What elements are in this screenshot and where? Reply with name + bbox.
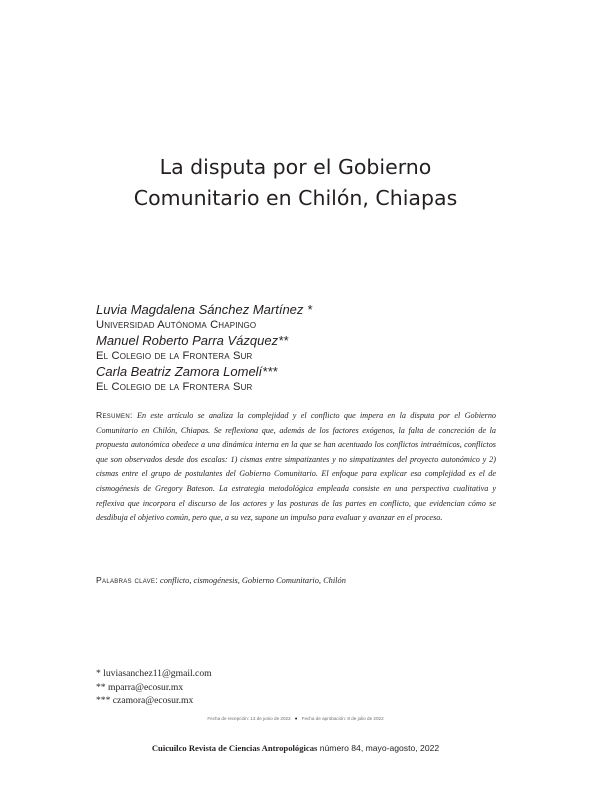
- journal-footer: [0, 743, 591, 753]
- footnotes: [96, 667, 212, 708]
- abstract: [96, 408, 496, 526]
- footnote-email: ** mparra@ecosur.mx: [96, 681, 184, 693]
- author-affiliation: El Colegio de la Frontera Sur: [96, 350, 253, 362]
- author-name: Manuel Roberto Parra Vázquez**: [96, 333, 289, 348]
- abstract-label: Resumen:: [96, 410, 133, 420]
- submission-dates: [0, 716, 591, 723]
- article-title: [0, 152, 591, 214]
- date-separator: •: [294, 716, 298, 723]
- keywords: [96, 574, 496, 587]
- title-line-2: Comunitario en Chilón, Chiapas: [133, 186, 458, 210]
- keywords-label: Palabras clave:: [96, 575, 158, 585]
- author-name: Carla Beatriz Zamora Lomelí***: [96, 364, 278, 379]
- approved-date: Fecha de aprobación: 8 de julio de 2022: [301, 716, 384, 721]
- title-line-1: La disputa por el Gobierno: [159, 155, 432, 179]
- footnote-email: * luviasanchez11@gmail.com: [96, 668, 212, 679]
- author-affiliation: El Colegio de la Frontera Sur: [96, 381, 253, 393]
- footnote-email: *** czamora@ecosur.mx: [96, 695, 194, 706]
- author-list: [96, 301, 516, 394]
- keywords-text: conflicto, cismogénesis, Gobierno Comunitario, Chilón: [160, 576, 346, 585]
- received-date: Fecha de recepción: 13 de junio de 2022: [207, 716, 291, 721]
- author-name: Luvia Magdalena Sánchez Martínez *: [96, 302, 313, 317]
- journal-name: Cuicuilco Revista de Ciencias Antropológicas: [151, 743, 318, 753]
- journal-issue: número 84, mayo-agosto, 2022: [319, 743, 440, 753]
- abstract-text: En este artículo se analiza la complejidad y el conflicto que impera en la disputa por el Gobierno Comunitario en Chilón, Chiapas. Se reflexiona que, además de los factores exógenos, la falta de concreción de la propuesta autonómica obedece a una dinámica interna en la que se han acentuado los conflictos intraétnicos, conflictos que son observados desde dos escalas: 1) cismas entre simpatizantes y no simpatizantes del proyecto autonómico y 2) cismas entre el grupo de postulantes del Gobierno Comunitario. El enfoque para explicar esa complejidad es el de cismogénesis de Gregory Bateson. La estrategia metodológica empleada consiste en una perspectiva cualitativa y reflexiva que incorpora el discurso de los actores y las posturas de las partes en conflicto, que evidencian cómo se desdibuja el objetivo común, pero que, a su vez, supone un impulso para evaluar y avanzar en el proceso.: [96, 411, 497, 523]
- author-affiliation: Universidad Autónoma Chapingo: [96, 319, 257, 331]
